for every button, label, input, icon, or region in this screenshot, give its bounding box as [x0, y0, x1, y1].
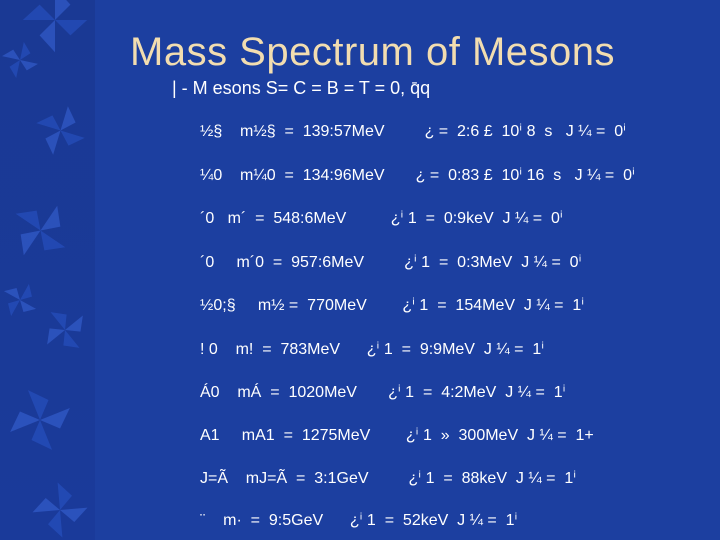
meson-row-3: ´0 m´ = 548:6MeV ¿ⁱ 1 = 0:9keV J ¼ = 0ⁱ — [200, 210, 563, 227]
meson-row-5: ½0;§ m½ = 770MeV ¿ⁱ 1 = 154MeV J ¼ = 1ⁱ — [200, 297, 585, 314]
pinwheel-shape — [30, 480, 90, 540]
meson-row-4: ´0 m´0 = 957:6MeV ¿ⁱ 1 = 0:3MeV J ¼ = 0ⁱ — [200, 254, 582, 271]
slide-subtitle: | - M esons S= C = B = T = 0, q̄q — [172, 78, 431, 98]
pinwheel-shape — [5, 385, 75, 455]
left-decorative-band — [0, 0, 95, 540]
meson-row-1: ½§ m½§ = 139:57MeV ¿ = 2:6 £ 10ⁱ 8 s J ¼ = 0ⁱ — [200, 123, 626, 140]
pinwheel-shape — [0, 280, 40, 320]
meson-row-2: ¼0 m¼0 = 134:96MeV ¿ = 0:83 £ 10ⁱ 16 s J ¼ = 0ⁱ — [200, 167, 635, 184]
pinwheel-shape — [8, 198, 73, 263]
slide-title: Mass Spectrum of Mesons — [130, 30, 615, 74]
meson-row-7: Á0 mÁ = 1020MeV ¿ⁱ 1 = 4:2MeV J ¼ = 1ⁱ — [200, 384, 566, 401]
meson-row-6: ! 0 m! = 783MeV ¿ⁱ 1 = 9:9MeV J ¼ = 1ⁱ — [200, 341, 545, 358]
meson-row-9: J=Ã mJ=Ã = 3:1GeV ¿ⁱ 1 = 88keV J ¼ = 1ⁱ — [200, 470, 577, 487]
meson-row-8: A1 mA1 = 1275MeV ¿ⁱ 1 » 300MeV J ¼ = 1+ — [200, 427, 594, 444]
meson-row-10: ¨ m· = 9:5GeV ¿ⁱ 1 = 52keV J ¼ = 1ⁱ — [200, 512, 518, 529]
pinwheel-shape — [0, 40, 40, 80]
pinwheel-shape — [40, 305, 90, 355]
pinwheel-shape — [33, 103, 88, 158]
